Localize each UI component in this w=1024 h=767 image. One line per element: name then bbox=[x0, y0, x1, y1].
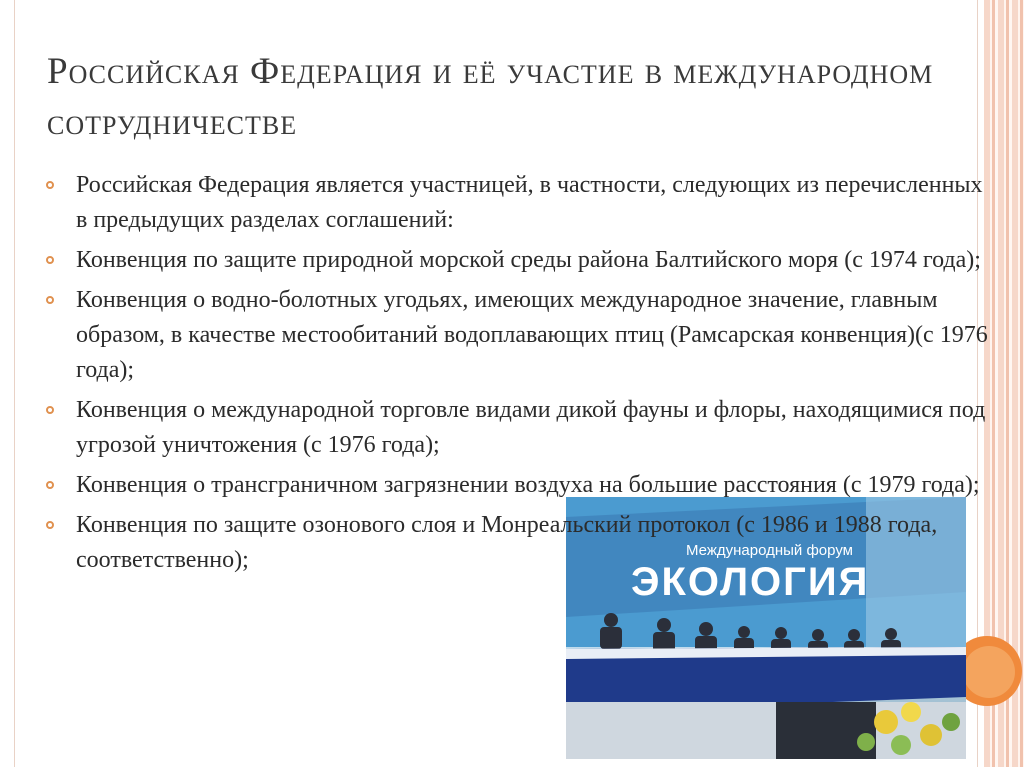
list-item bbox=[44, 393, 996, 463]
bullet-circle-icon bbox=[46, 521, 54, 529]
list-item-text: Конвенция по защите озонового слоя и Монреальский протокол (с 1986 и 1988 года, соответственно); bbox=[76, 512, 938, 573]
banner-small-text: Международный форум bbox=[686, 542, 853, 559]
decorative-circle-inner bbox=[963, 646, 1015, 698]
list-item-text: Конвенция о трансграничном загрязнении воздуха на большие расстояния (с 1979 года); bbox=[76, 472, 980, 498]
agreements-list bbox=[44, 168, 996, 583]
bullet-circle-icon bbox=[46, 406, 54, 414]
list-item bbox=[44, 168, 996, 238]
slide-title: Российская Федерация и её участие в международном сотрудничестве bbox=[47, 51, 934, 143]
bullet-circle-icon bbox=[46, 256, 54, 264]
list-item bbox=[44, 468, 996, 503]
list-item bbox=[44, 243, 996, 278]
banner-big-text: ЭКОЛОГИЯ bbox=[631, 560, 870, 604]
bullet-circle-icon bbox=[46, 481, 54, 489]
list-item-text: Российская Федерация является участницей, в частности, следующих из перечисленных в предыдущих разделах соглашений: bbox=[76, 172, 983, 233]
list-item-text: Конвенция о международной торговле видами дикой фауны и флоры, находящимися под угрозой уничтожения (с 1976 года); bbox=[76, 397, 986, 458]
list-item-text: Конвенция по защите природной морской среды района Балтийского моря (с 1974 года); bbox=[76, 247, 981, 273]
bullet-circle-icon bbox=[46, 296, 54, 304]
bullet-circle-icon bbox=[46, 181, 54, 189]
list-item-text: Конвенция о водно-болотных угодьях, имеющих международное значение, главным образом, в качестве местообитаний водоплавающих птиц (Рамсарская конвенция)(с 1976 года); bbox=[76, 287, 988, 383]
list-item bbox=[44, 283, 996, 388]
list-item bbox=[44, 508, 996, 578]
